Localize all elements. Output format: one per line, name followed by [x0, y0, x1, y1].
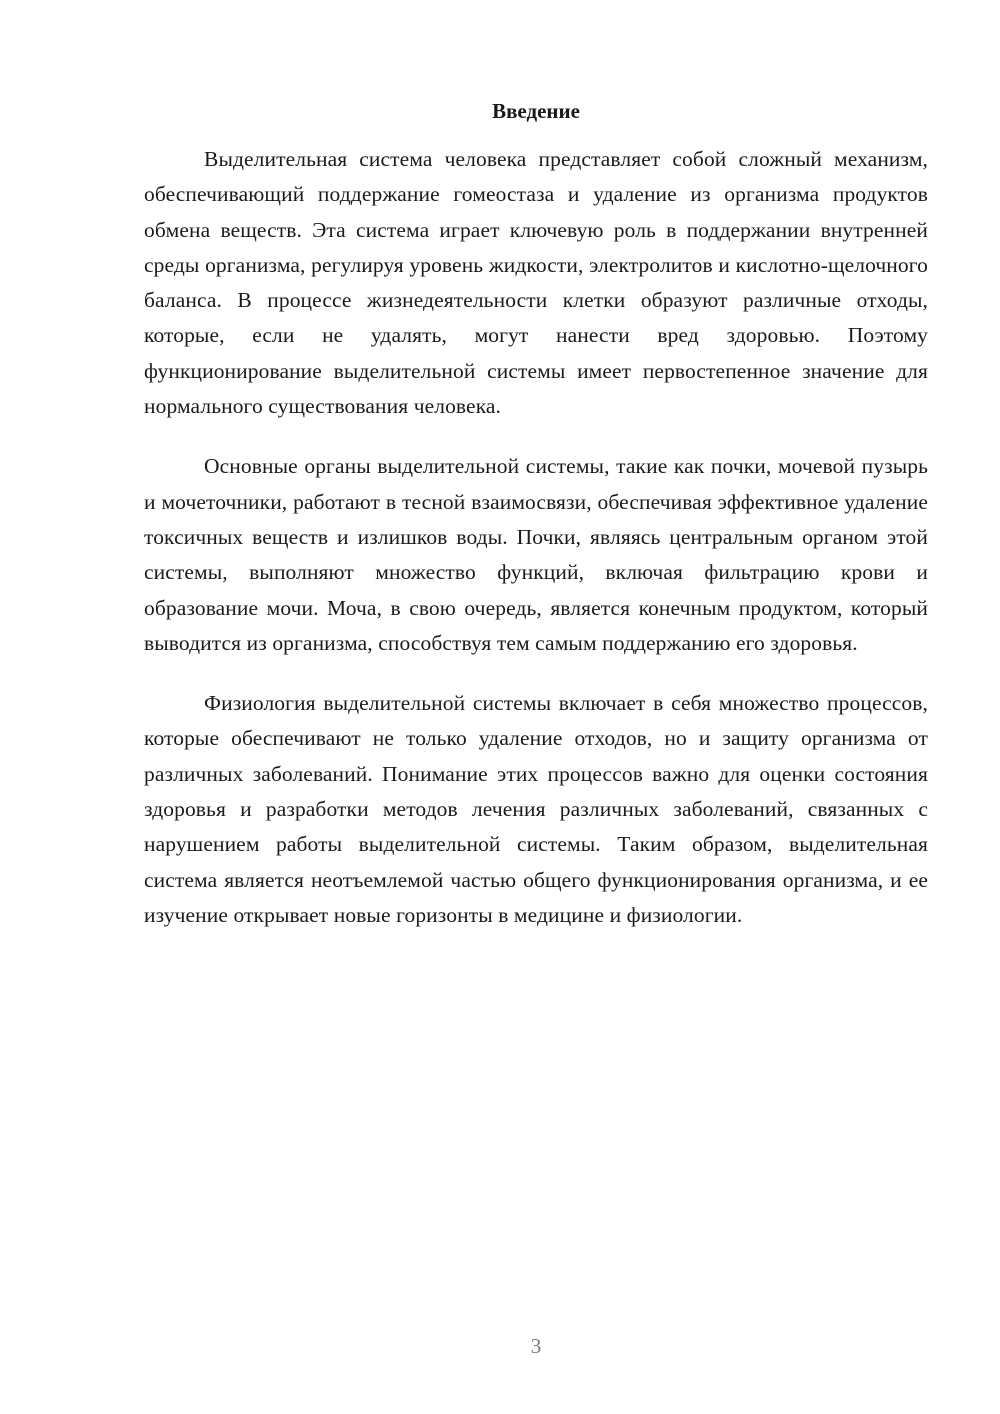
body-text [144, 142, 928, 958]
paragraph-1: Выделительная система человека представляет собой сложный механизм, обеспечивающий поддержание гомеостаза и удаление из организма продуктов обмена веществ. Эта система играет ключевую роль в поддержании внутренней среды организма, регулируя уровень жидкости, электролитов и кислотно-щелочного баланса. В процессе жизнедеятельности клетки образуют различные отходы, которые, если не удалять, могут нанести вред здоровью. Поэтому функционирование выделительной системы имеет первостепенное значение для нормального существования человека. [144, 147, 928, 419]
section-heading: Введение [492, 99, 580, 123]
paragraph-3: Физиология выделительной системы включает в себя множество процессов, которые обеспечивают не только удаление отходов, но и защиту организма от различных заболеваний. Понимание этих процессов важно для оценки состояния здоровья и разработки методов лечения различных заболеваний, связанных с нарушением работы выделительной системы. Таким образом, выделительная система является неотъемлемой частью общего функционирования организма, и ее изучение открывает новые горизонты в медицине и физиологии. [144, 691, 928, 927]
paragraph-2: Основные органы выделительной системы, такие как почки, мочевой пузырь и мочеточники, работают в тесной взаимосвязи, обеспечивая эффективное удаление токсичных веществ и излишков воды. Почки, являясь центральным органом этой системы, выполняют множество функций, включая фильтрацию крови и образование мочи. Моча, в свою очередь, является конечным продуктом, который выводится из организма, способствуя тем самым поддержанию его здоровья. [144, 454, 928, 655]
page-number: 3 [530, 1334, 542, 1358]
